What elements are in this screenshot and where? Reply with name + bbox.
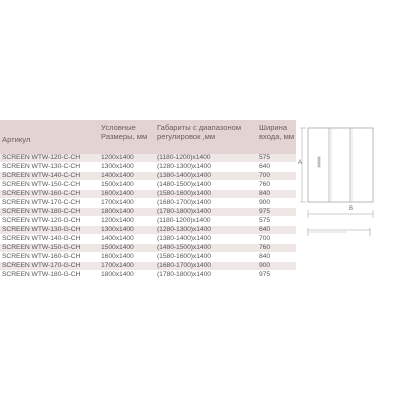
cell-entry-width: 900 — [257, 199, 296, 208]
cell-article: SCREEN WTW-140-G-CH — [0, 235, 99, 244]
cell-dimensions-range: (1180-1200)х1400 — [155, 154, 257, 163]
table-row — [0, 226, 296, 235]
cell-nominal-size: 1600х1400 — [99, 190, 155, 199]
cell-dimensions-range: (1280-1300)х1400 — [155, 163, 257, 172]
cell-article: SCREEN WTW-160-G-CH — [0, 253, 99, 262]
cell-dimensions-range: (1680-1700)х1400 — [155, 199, 257, 208]
cell-entry-width: 760 — [257, 244, 296, 253]
cell-nominal-size: 1800х1400 — [99, 208, 155, 217]
cell-article: SCREEN WTW-130-G-CH — [0, 226, 99, 235]
table-row — [0, 163, 296, 172]
cell-article: SCREEN WTW-170-G-CH — [0, 262, 99, 271]
cell-article: SCREEN WTW-120-G-CH — [0, 217, 99, 226]
cell-entry-width: 975 — [257, 208, 296, 217]
header-row — [0, 120, 296, 154]
table-row — [0, 208, 296, 217]
screen-drawing — [298, 120, 400, 240]
cell-entry-width: 700 — [257, 235, 296, 244]
cell-dimensions-range: (1780-1800)х1400 — [155, 208, 257, 217]
cell-entry-width: 575 — [257, 217, 296, 226]
product-diagram — [298, 120, 400, 240]
cell-article: SCREEN WTW-170-C-CH — [0, 199, 99, 208]
table-row — [0, 181, 296, 190]
cell-entry-width: 900 — [257, 262, 296, 271]
header-nominal-size: Условные Размеры, мм — [99, 120, 155, 154]
cell-nominal-size: 1400х1400 — [99, 235, 155, 244]
cell-article: SCREEN WTW-180-G-CH — [0, 271, 99, 280]
cell-nominal-size: 1300х1400 — [99, 163, 155, 172]
header-entry-width: Ширина входа, мм — [257, 120, 296, 154]
cell-dimensions-range: (1280-1300)х1400 — [155, 226, 257, 235]
table-row — [0, 271, 296, 280]
table-row — [0, 199, 296, 208]
cell-dimensions-range: (1480-1500)х1400 — [155, 244, 257, 253]
table-row — [0, 190, 296, 199]
dimension-label-a: A — [298, 160, 303, 166]
cell-dimensions-range: (1380-1400)х1400 — [155, 172, 257, 181]
cell-entry-width: 975 — [257, 271, 296, 280]
table-row — [0, 154, 296, 163]
cell-nominal-size: 1800х1400 — [99, 271, 155, 280]
cell-entry-width: 640 — [257, 226, 296, 235]
cell-nominal-size: 1500х1400 — [99, 181, 155, 190]
cell-dimensions-range: (1780-1800)х1400 — [155, 271, 257, 280]
cell-nominal-size: 1600х1400 — [99, 253, 155, 262]
cell-dimensions-range: (1580-1600)х1400 — [155, 253, 257, 262]
cell-nominal-size: 1400х1400 — [99, 172, 155, 181]
table-row — [0, 235, 296, 244]
cell-entry-width: 700 — [257, 172, 296, 181]
handle-icon — [318, 157, 320, 167]
spec-table-head — [0, 120, 296, 154]
cell-nominal-size: 1700х1400 — [99, 262, 155, 271]
dimension-label-b: B — [349, 206, 354, 212]
cell-article: SCREEN WTW-120-C-CH — [0, 154, 99, 163]
cell-article: SCREEN WTW-160-C-CH — [0, 190, 99, 199]
header-dimensions-range: Габариты с диапазоном регулировок ,мм — [155, 120, 257, 154]
table-row — [0, 253, 296, 262]
cell-article: SCREEN WTW-130-C-CH — [0, 163, 99, 172]
cell-nominal-size: 1300х1400 — [99, 226, 155, 235]
table-row — [0, 172, 296, 181]
table-row — [0, 244, 296, 253]
cell-nominal-size: 1200х1400 — [99, 217, 155, 226]
cell-dimensions-range: (1480-1500)х1400 — [155, 181, 257, 190]
cell-entry-width: 840 — [257, 190, 296, 199]
cell-dimensions-range: (1580-1600)х1400 — [155, 190, 257, 199]
spec-table-body — [0, 154, 296, 280]
cell-nominal-size: 1500х1400 — [99, 244, 155, 253]
cell-dimensions-range: (1180-1200)х1400 — [155, 217, 257, 226]
cell-dimensions-range: (1380-1400)х1400 — [155, 235, 257, 244]
cell-nominal-size: 1200х1400 — [99, 154, 155, 163]
spec-table — [0, 120, 296, 280]
cell-entry-width: 640 — [257, 163, 296, 172]
cell-nominal-size: 1700х1400 — [99, 199, 155, 208]
cell-article: SCREEN WTW-140-C-CH — [0, 172, 99, 181]
table-row — [0, 217, 296, 226]
table-row — [0, 262, 296, 271]
cell-entry-width: 575 — [257, 154, 296, 163]
cell-entry-width: 760 — [257, 181, 296, 190]
cell-dimensions-range: (1680-1700)х1400 — [155, 262, 257, 271]
cell-article: SCREEN WTW-150-G-CH — [0, 244, 99, 253]
screen-frame — [308, 128, 373, 202]
cell-article: SCREEN WTW-150-C-CH — [0, 181, 99, 190]
cell-article: SCREEN WTW-180-C-CH — [0, 208, 99, 217]
header-article: Артикул — [0, 120, 99, 154]
cell-entry-width: 840 — [257, 253, 296, 262]
